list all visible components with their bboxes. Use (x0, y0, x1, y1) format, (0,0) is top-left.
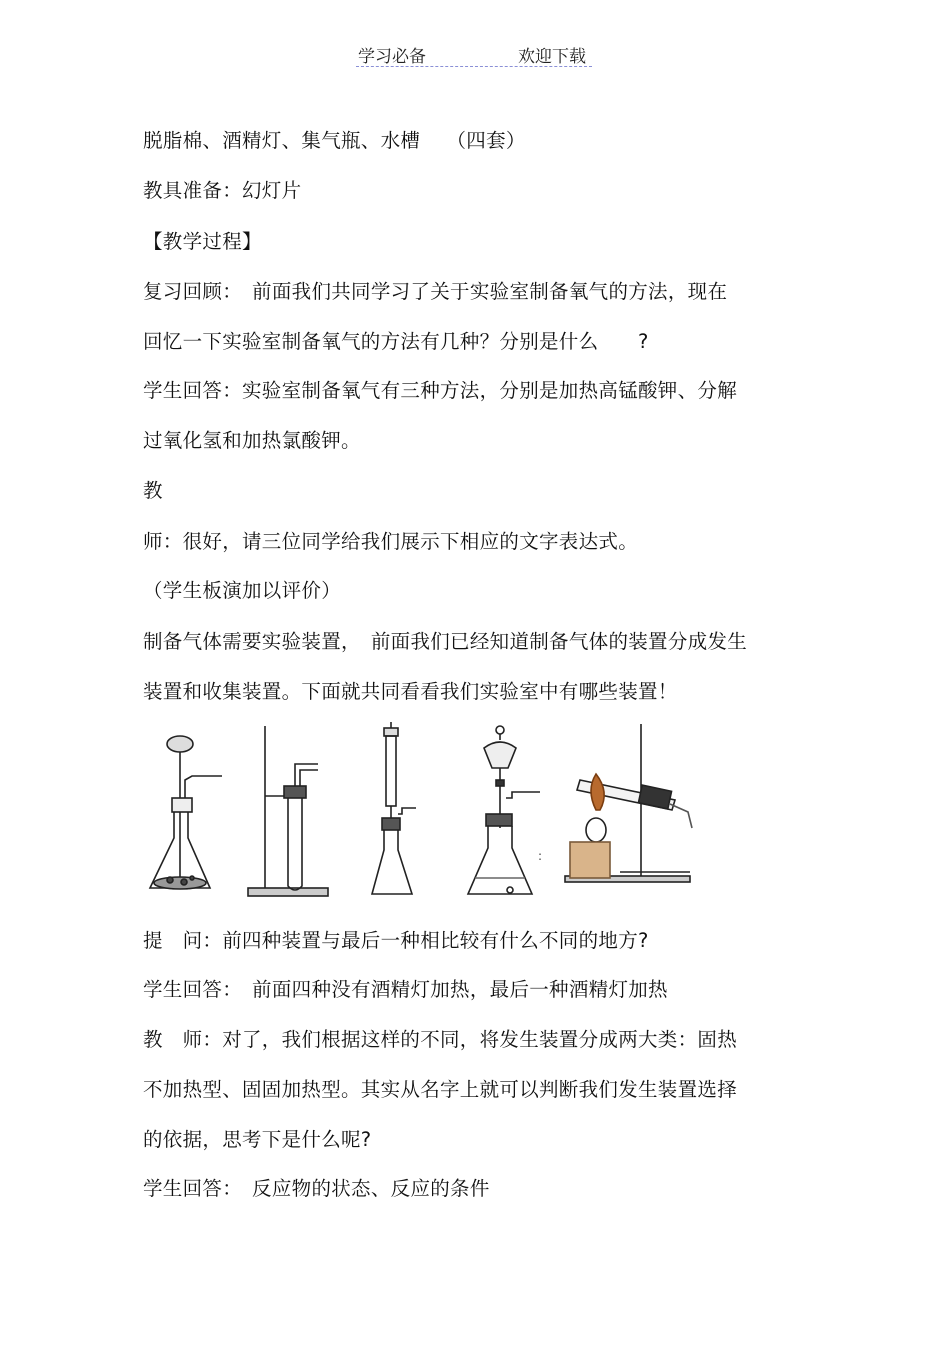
text-line-teacher-3: 不加热型、固固加热型。其实从名字上就可以判断我们发生装置选择 (143, 1078, 738, 1101)
apparatus-syringe-flask (372, 722, 416, 894)
text-line-review-1: 复习回顾： 前面我们共同学习了关于实验室制备氧气的方法，现在 (143, 280, 728, 303)
svg-text::: : (538, 849, 543, 863)
header-right-text: 欢迎下载 (518, 47, 586, 67)
section-heading: 【教学过程】 (143, 230, 262, 253)
apparatus-heated-tube (565, 724, 692, 882)
text-line-student-answer-2: 学生回答： 前面四种没有酒精灯加热，最后一种酒精灯加热 (143, 978, 668, 1001)
text-line-apparatus-2: 装置和收集装置。下面就共同看看我们实验室中有哪些装置！ (143, 680, 678, 703)
text-line-teaching-aids: 教具准备：幻灯片 (143, 179, 302, 202)
text-line-teacher-4: 的依据，思考下是什么呢? (143, 1128, 372, 1151)
header-left-text: 学习必备 (358, 47, 426, 67)
text-line-answer-1: 学生回答：实验室制备氧气有三种方法，分别是加热高锰酸钾、分解 (143, 379, 738, 402)
text-line-board-work: （学生板演加以评价） (143, 579, 342, 602)
text-line-materials: 脱脂棉、酒精灯、集气瓶、水槽 （四套） (143, 129, 526, 152)
page-header (356, 40, 592, 67)
apparatus-separatory-flask (468, 726, 542, 894)
text-line-answer-2: 过氧化氢和加热氯酸钾。 (143, 429, 361, 452)
text-line-teacher-label: 教 (143, 479, 163, 502)
text-line-review-2: 回忆一下实验室制备氧气的方法有几种？分别是什么 ? (143, 330, 649, 353)
text-line-apparatus-1: 制备气体需要实验装置， 前面我们已经知道制备气体的装置分成发生 (143, 630, 748, 653)
text-line-student-answer-3: 学生回答： 反应物的状态、反应的条件 (143, 1177, 490, 1200)
apparatus-figure (140, 718, 700, 908)
text-line-question: 提 问：前四种装置与最后一种相比较有什么不同的地方? (143, 929, 649, 952)
text-line-teacher-1: 师：很好，请三位同学给我们展示下相应的文字表达式。 (143, 530, 639, 553)
text-line-teacher-2: 教 师：对了，我们根据这样的不同，将发生装置分成两大类：固热 (143, 1028, 738, 1051)
apparatus-thistle-flask (150, 736, 222, 889)
apparatus-test-tube-stand (248, 726, 328, 896)
